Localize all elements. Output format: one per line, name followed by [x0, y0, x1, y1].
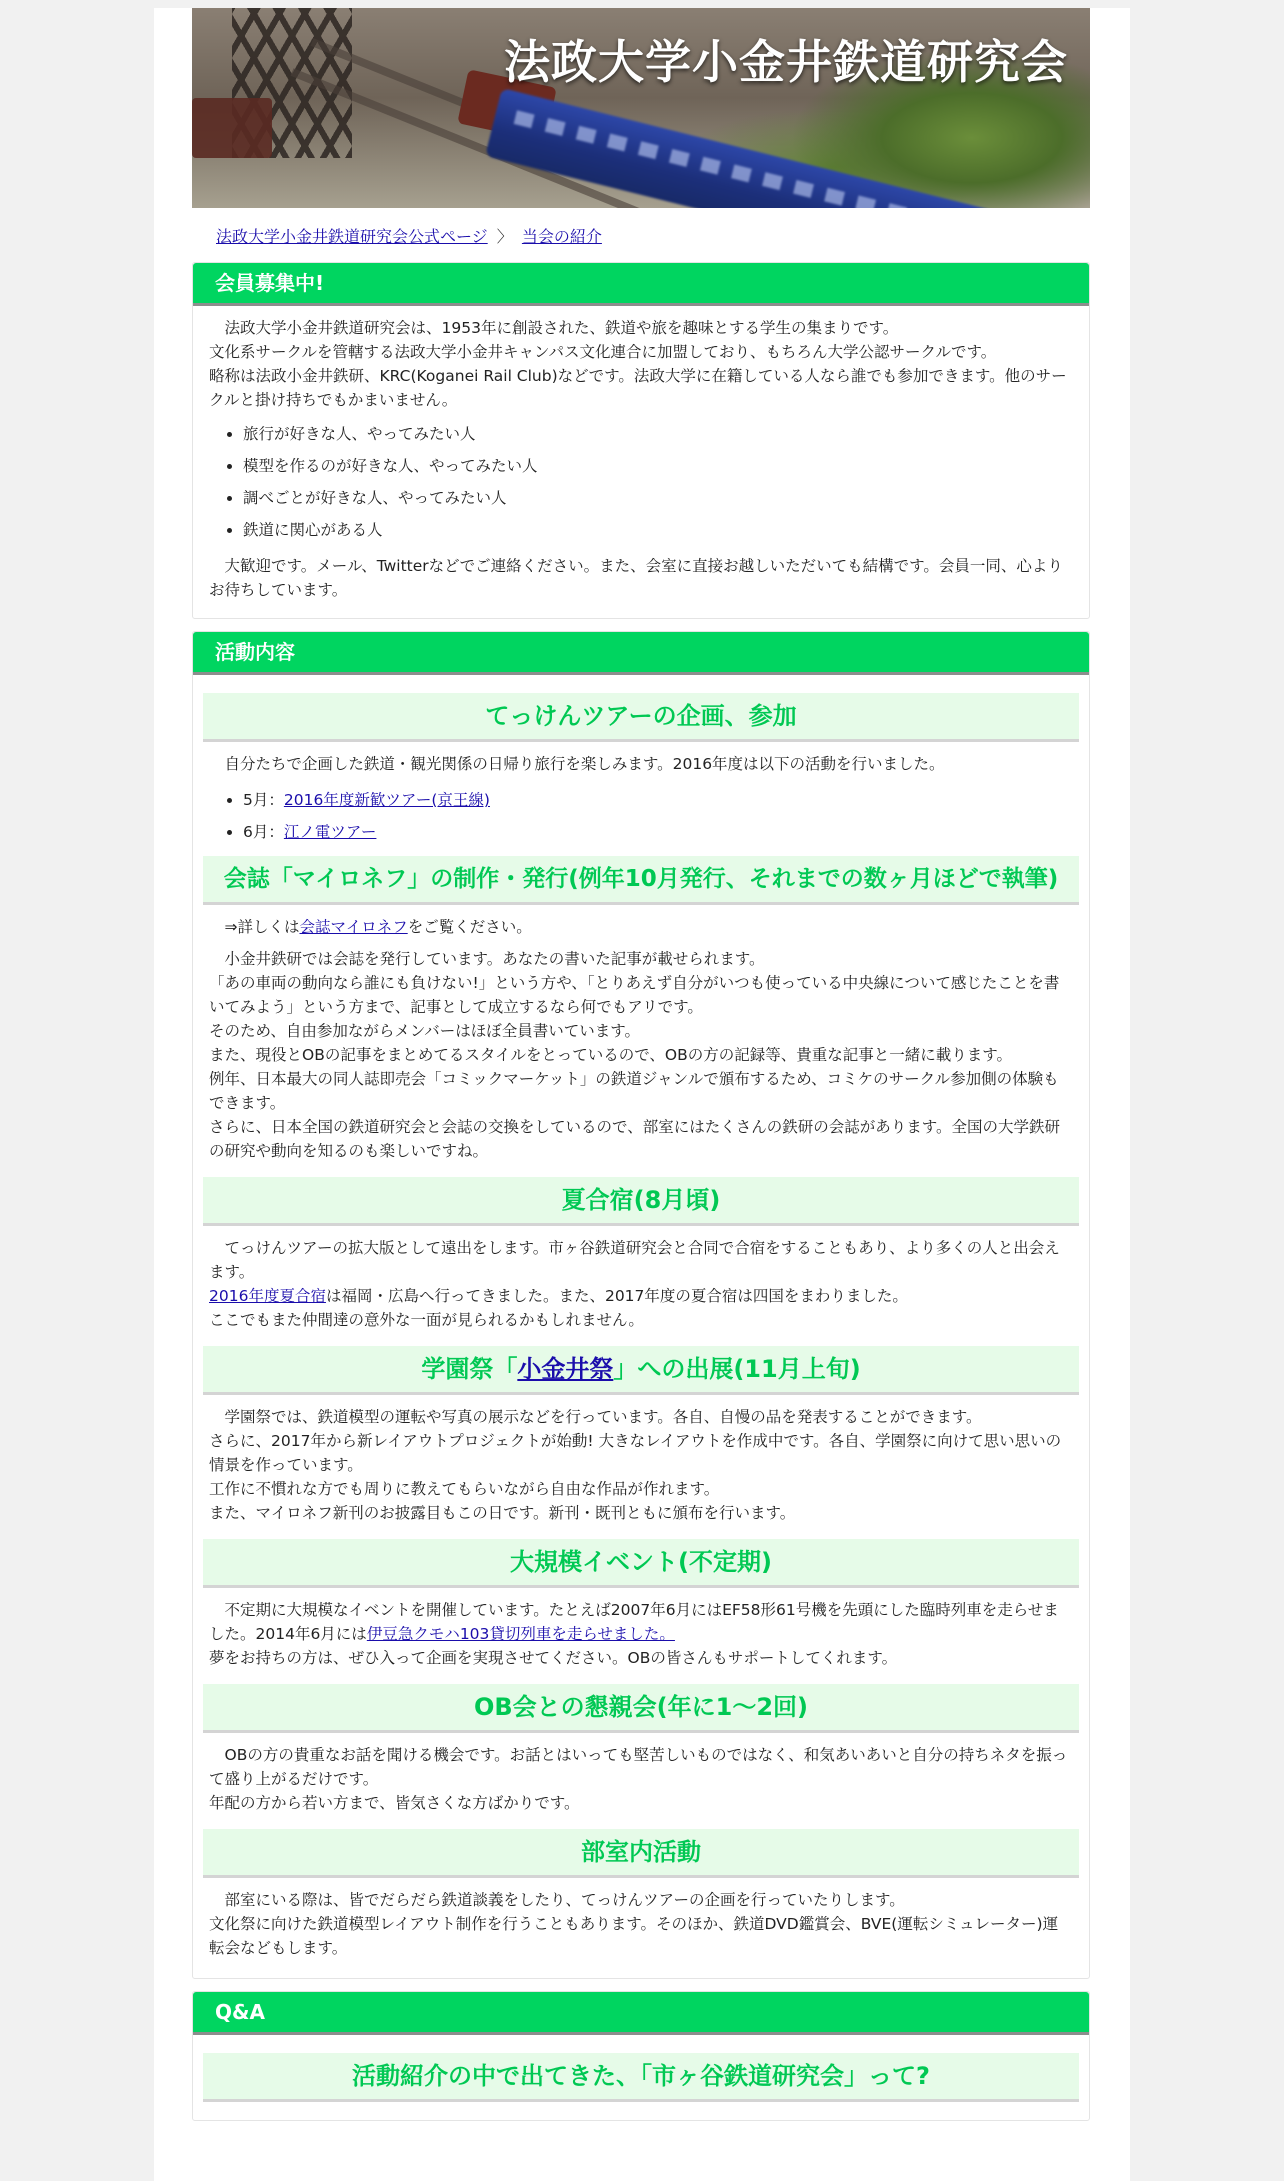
page-container — [154, 8, 1130, 2181]
clubroom-heading: 部室内活動 — [203, 1829, 1079, 1878]
festival-title-post: 」への出展(11月上旬) — [613, 1355, 861, 1383]
activities-heading: 活動内容 — [193, 632, 1089, 675]
breadcrumb-home-link[interactable]: 法政大学小金井鉄道研究会公式ページ — [216, 227, 488, 246]
tour-list — [209, 784, 1073, 848]
magazine-ref — [209, 915, 1073, 939]
event-heading: 大規模イベント(不定期) — [203, 1539, 1079, 1588]
magazine-line: また、現役とOBの記事をまとめてるスタイルをとっているので、OBの方の記録等、貴重な記事と一緒に載ります。 — [209, 1046, 1013, 1064]
summer-camp-2016-link[interactable]: 2016年度夏合宿 — [209, 1287, 326, 1305]
koganei-festival-link[interactable]: 小金井祭 — [517, 1355, 614, 1383]
tour-link-shinkan[interactable]: 2016年度新歓ツアー(京王線) — [283, 791, 490, 809]
breadcrumb — [216, 224, 1090, 250]
content-column — [192, 8, 1090, 2121]
summer-camp-heading: 夏合宿(8月頃) — [203, 1177, 1079, 1226]
magazine-link[interactable]: 会誌マイロネフ — [299, 918, 408, 936]
recruit-target-list — [209, 418, 1073, 546]
event-line-pre: 不定期に大規模なイベントを開催しています。たとえば2007年6月にはEF58形61号機を先頭にした臨時列車を走らせました。2014年6月には — [209, 1601, 1059, 1643]
magazine-ref-post: をご覧ください。 — [407, 918, 532, 936]
ob-meeting-description — [209, 1743, 1073, 1815]
qa-question-heading: 活動紹介の中で出てきた、「市ヶ谷鉄道研究会」って? — [203, 2053, 1079, 2102]
ob-line: OBの方の貴重なお話を聞ける機会です。お話とはいっても堅苦しいものではなく、和気あいあいと自分の持ちネタを振って盛り上がるだけです。 — [209, 1746, 1068, 1788]
recruit-line: 法政大学小金井鉄道研究会は、1953年に創設された、鉄道や旅を趣味とする学生の集まりです。 — [209, 319, 899, 337]
festival-description — [209, 1405, 1073, 1525]
magazine-line: 「あの車両の動向なら誰にも負けない!」という方や、「とりあえず自分がいつも使っている中央線について感じたことを書いてみよう」という方まで、記事として成立するなら何でもアリです。 — [209, 974, 1060, 1016]
festival-line: さらに、2017年から新レイアウトプロジェクトが始動! 大きなレイアウトを作成中です。各自、学園祭に向けて思い思いの情景を作っています。 — [209, 1432, 1062, 1474]
magazine-heading: 会誌「マイロネフ」の制作・発行(例年10月発行、それまでの数ヶ月ほどで執筆) — [203, 856, 1079, 905]
izukyu-charter-link[interactable]: 伊豆急クモハ103貸切列車を走らせました。 — [366, 1625, 675, 1643]
festival-line: また、マイロネフ新刊のお披露目もこの日です。新刊・既刊ともに頒布を行います。 — [209, 1504, 796, 1522]
event-description — [209, 1598, 1073, 1670]
list-item: • 模型を作るのが好きな人、やってみたい人 — [243, 450, 1073, 482]
activities-section — [192, 631, 1090, 1979]
list-item: • 鉄道に関心がある人 — [243, 514, 1073, 546]
magazine-line: そのため、自由参加ながらメンバーはほぼ全員書いています。 — [209, 1022, 641, 1040]
festival-line: 学園祭では、鉄道模型の運転や写真の展示などを行っています。各自、自慢の品を発表することができます。 — [209, 1408, 982, 1426]
magazine-ref-pre: ⇒詳しくは — [209, 918, 300, 936]
club-line: 文化祭に向けた鉄道模型レイアウト制作を行うこともあります。そのほか、鉄道DVD鑑賞会、BVE(運転シミュレーター)運転会などもします。 — [209, 1915, 1059, 1957]
banner-freight-car — [192, 98, 272, 158]
summer-line: てっけんツアーの拡大版として遠出をします。市ヶ谷鉄道研究会と合同で合宿をすることもあり、より多くの人と出会えます。 — [209, 1239, 1060, 1281]
breadcrumb-separator-icon: 〉 — [496, 227, 513, 246]
tour-text: 自分たちで企画した鉄道・観光関係の日帰り旅行を楽しみます。2016年度は以下の活動を行いました。 — [209, 755, 945, 773]
summer-camp-description — [209, 1236, 1073, 1332]
magazine-line: 小金井鉄研では会誌を発行しています。あなたの書いた記事が載せられます。 — [209, 950, 765, 968]
clubroom-description — [209, 1888, 1073, 1960]
magazine-description — [209, 947, 1073, 1163]
magazine-line: さらに、日本全国の鉄道研究会と会誌の交換をしているので、部室にはたくさんの鉄研の会誌があります。全国の大学鉄研の研究や動向を知るのも楽しいですね。 — [209, 1118, 1060, 1160]
recruit-section — [192, 262, 1090, 619]
tour-month: 6月： — [243, 823, 284, 841]
tour-month: 5月： — [243, 791, 284, 809]
event-line: 夢をお持ちの方は、ぜひ入って企画を実現させてください。OBの皆さんもサポートしてくれます。 — [209, 1649, 898, 1667]
recruit-closing: 大歓迎です。メール、Twitterなどでご連絡ください。また、会室に直接お越しいただいても結構です。会員一同、心よりお待ちしています。 — [209, 557, 1063, 599]
ob-line: 年配の方から若い方まで、皆気さくな方ばかりです。 — [209, 1794, 580, 1812]
recruit-intro — [209, 316, 1073, 412]
tour-link-enoden[interactable]: 江ノ電ツアー — [283, 823, 377, 841]
list-item: • 旅行が好きな人、やってみたい人 — [243, 418, 1073, 450]
club-line: 部室にいる際は、皆でだらだら鉄道談義をしたり、てっけんツアーの企画を行っていたりします。 — [209, 1891, 905, 1909]
header-banner — [192, 8, 1090, 208]
magazine-line: 例年、日本最大の同人誌即売会「コミックマーケット」の鉄道ジャンルで頒布するため、コミケのサークル参加側の体験もできます。 — [209, 1070, 1059, 1112]
festival-heading — [203, 1346, 1079, 1395]
summer-line — [209, 1284, 1073, 1308]
summer-line: ここでもまた仲間達の意外な一面が見られるかもしれません。 — [209, 1311, 644, 1329]
tour-heading: てっけんツアーの企画、参加 — [203, 693, 1079, 742]
recruit-line: 文化系サークルを管轄する法政大学小金井キャンパス文化連合に加盟しており、もちろん大学公認サークルです。 — [209, 343, 997, 361]
summer-line-post: は福岡・広島へ行ってきました。また、2017年度の夏合宿は四国をまわりました。 — [325, 1287, 908, 1305]
list-item: • 調べごとが好きな人、やってみたい人 — [243, 482, 1073, 514]
qa-heading: Q&A — [193, 1992, 1089, 2035]
list-item — [243, 784, 1073, 816]
ob-meeting-heading: OB会との懇親会(年に1〜2回) — [203, 1684, 1079, 1733]
event-line — [209, 1598, 1073, 1646]
list-item — [243, 816, 1073, 848]
festival-title-pre: 学園祭「 — [421, 1355, 518, 1383]
qa-section — [192, 1991, 1090, 2121]
recruit-line: 略称は法政小金井鉄研、KRC(Koganei Rail Club)などです。法政大学に在籍している人なら誰でも参加できます。他のサークルと掛け持ちでもかまいません。 — [209, 367, 1067, 409]
breadcrumb-current-link[interactable]: 当会の紹介 — [521, 227, 602, 246]
recruit-heading: 会員募集中! — [193, 263, 1089, 306]
festival-line: 工作に不慣れな方でも周りに教えてもらいながら自由な作品が作れます。 — [209, 1480, 720, 1498]
site-title: 法政大学小金井鉄道研究会 — [504, 35, 1068, 89]
